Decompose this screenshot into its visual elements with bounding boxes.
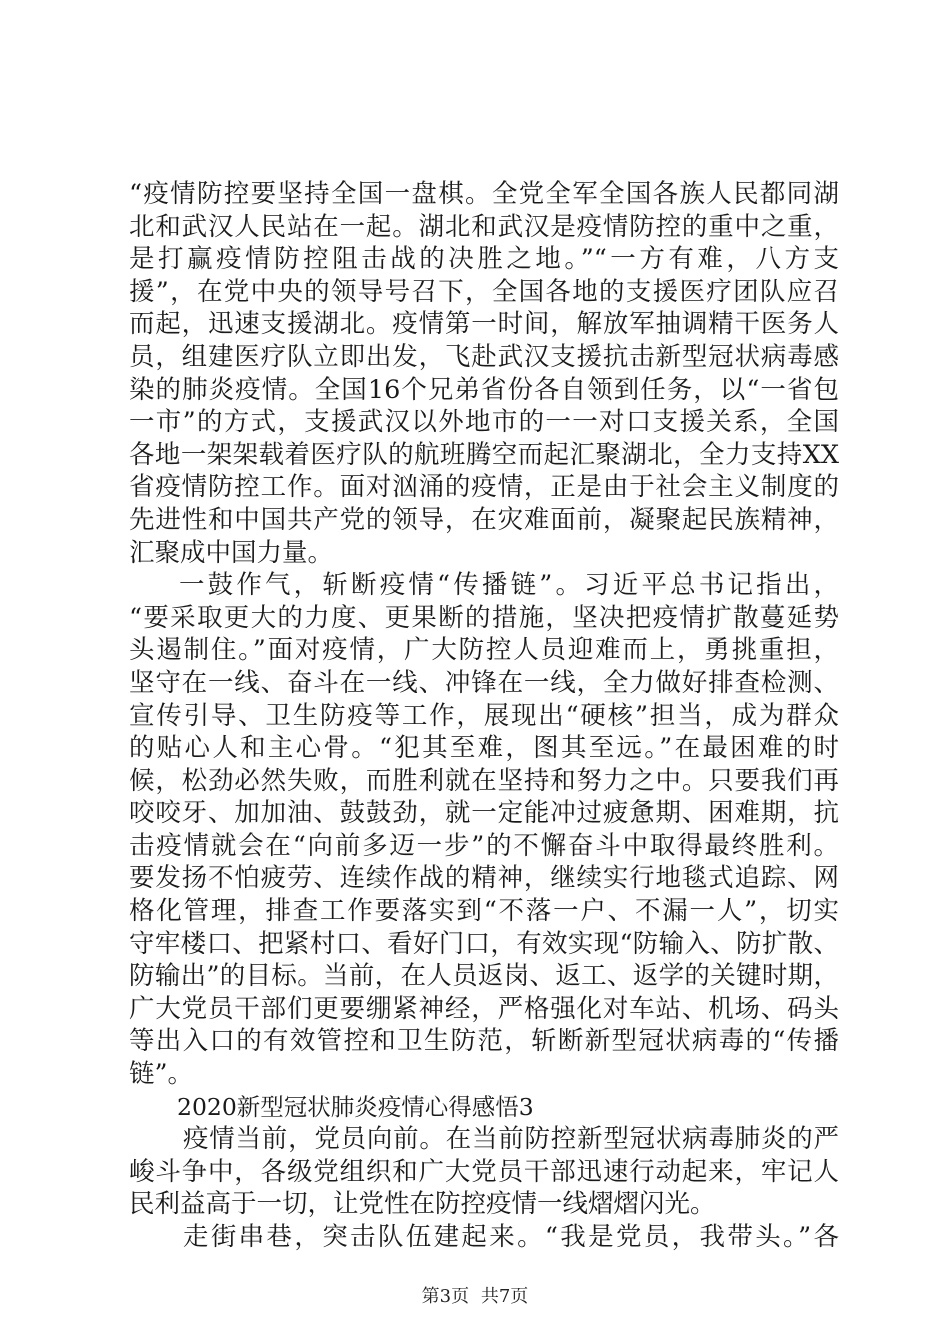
text-line: 而起，迅速支援湖北。疫情第一时间，解放军抽调精干医务人: [129, 309, 839, 340]
text-line: 链”。: [129, 1059, 194, 1090]
text-line: 坚守在一线、奋斗在一线、冲锋在一线，全力做好排查检测、: [129, 667, 839, 698]
heading-text: 2020新型冠状肺炎疫情心得感悟3: [177, 1092, 534, 1121]
text-line: 要发扬不怕疲劳、连续作战的精神，继续实行地毯式追踪、网: [129, 863, 839, 894]
paragraph: [129, 178, 839, 569]
text-line: 各地一架架载着医疗队的航班腾空而起汇聚湖北，全力支持XX: [129, 439, 839, 470]
text-line: 疫情当前，党员向前。在当前防控新型冠状病毒肺炎的严: [183, 1124, 839, 1155]
text-line: 峻斗争中，各级党组织和广大党员干部迅速行动起来，牢记人: [129, 1156, 839, 1187]
page-number-total: 共7页: [480, 1286, 529, 1307]
text-line: 染的肺炎疫情。全国16个兄弟省份各自领到任务，以“一省包: [129, 374, 839, 405]
text-line: 一市”的方式，支援武汉以外地市的一一对口支援关系，全国: [129, 407, 839, 438]
text-line: 咬咬牙、加加油、鼓鼓劲，就一定能冲过疲惫期、困难期，抗: [129, 798, 839, 829]
text-line: 省疫情防控工作。面对汹涌的疫情，正是由于社会主义制度的: [129, 472, 839, 503]
text-line: “疫情防控要坚持全国一盘棋。全党全军全国各族人民都同湖: [129, 179, 839, 209]
text-line: 北和武汉人民站在一起。湖北和武汉是疫情防控的重中之重，: [129, 211, 839, 242]
text-line: 援”，在党中央的领导号召下，全国各地的支援医疗团队应召: [129, 276, 839, 307]
text-line: 宣传引导、卫生防疫等工作，展现出“硬核”担当，成为群众: [129, 700, 839, 731]
text-line: 等出入口的有效管控和卫生防范，斩断新型冠状病毒的“传播: [129, 1026, 839, 1057]
text-line: 先进性和中国共产党的领导，在灾难面前，凝聚起民族精神，: [129, 504, 839, 535]
section-heading: [129, 1091, 839, 1124]
text-line: 候，松劲必然失败，而胜利就在坚持和努力之中。只要我们再: [129, 765, 839, 796]
text-line: 头遏制住。”面对疫情，广大防控人员迎难而上，勇挑重担，: [129, 635, 839, 666]
paragraph: [129, 1221, 839, 1254]
page-footer: [0, 1282, 950, 1308]
paragraph: [129, 569, 839, 1091]
paragraph: [129, 1123, 839, 1221]
text-line: 格化管理，排查工作要落实到“不落一户、不漏一人”，切实: [129, 896, 839, 927]
text-line: 守牢楼口、把紧村口、看好门口，有效实现“防输入、防扩散、: [129, 928, 839, 959]
text-line: 汇聚成中国力量。: [129, 537, 334, 568]
text-line: 广大党员干部们更要绷紧神经，严格强化对车站、机场、码头: [129, 993, 839, 1024]
page-number-current: 第3页: [421, 1286, 470, 1307]
text-line: 防输出”的目标。当前，在人员返岗、返工、返学的关键时期，: [129, 961, 839, 992]
text-line: 走街串巷，突击队伍建起来。“我是党员，我带头。”各: [183, 1222, 839, 1252]
text-line: “要采取更大的力度、更果断的措施，坚决把疫情扩散蔓延势: [129, 602, 839, 633]
text-line: 的贴心人和主心骨。“犯其至难，图其至远。”在最困难的时: [129, 733, 839, 764]
text-line: 员，组建医疗队立即出发，飞赴武汉支援抗击新型冠状病毒感: [129, 341, 839, 372]
text-line: 民利益高于一切，让党性在防控疫情一线熠熠闪光。: [129, 1189, 716, 1220]
text-line: 击疫情就会在“向前多迈一步”的不懈奋斗中取得最终胜利。: [129, 830, 839, 861]
text-line: 是打赢疫情防控阻击战的决胜之地。”“一方有难，八方支: [129, 244, 839, 275]
document-body: [129, 178, 839, 1254]
text-line: 一鼓作气，斩断疫情“传播链”。习近平总书记指出，: [179, 570, 839, 601]
